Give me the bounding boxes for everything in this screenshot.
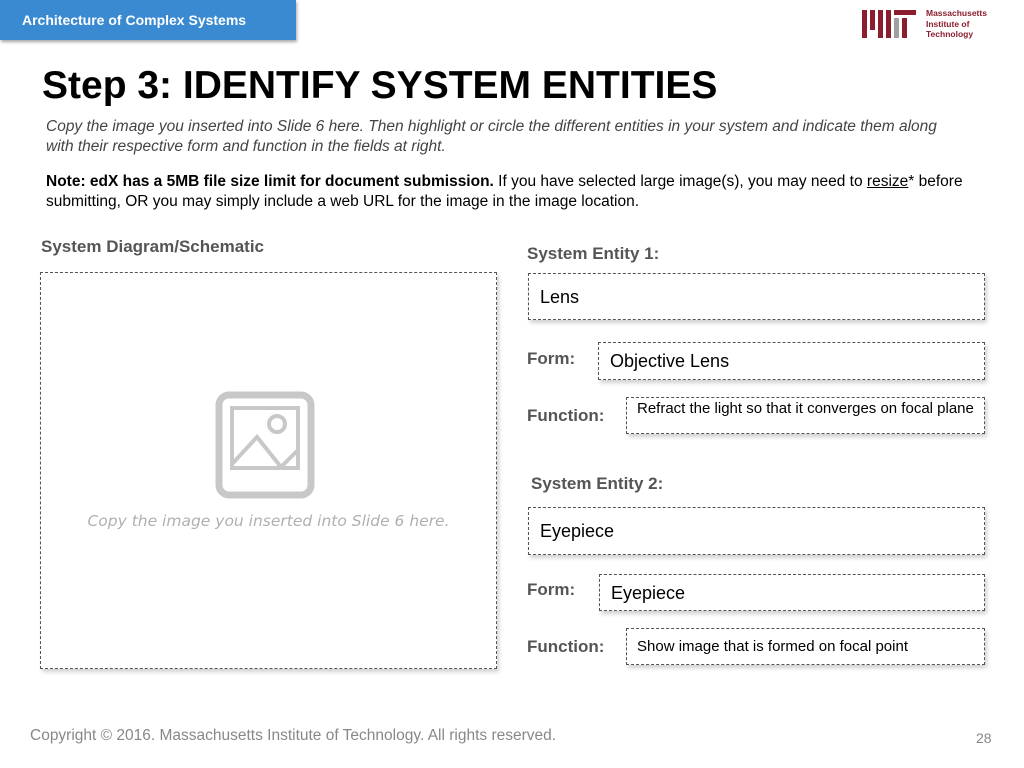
instructions: Copy the image you inserted into Slide 6 here. Then highlight or circle the different entities in your system and indicate them along with their respective form and function in the fields at right. — [46, 118, 937, 155]
logo-line: Institute of — [926, 18, 970, 29]
course-title: Architecture of Complex Systems — [22, 12, 247, 28]
entity-2-form-field[interactable]: Eyepiece — [599, 574, 985, 611]
course-title-tab — [0, 0, 296, 40]
entity-1-name-field[interactable]: Lens — [528, 273, 985, 320]
page-title: Step 3: IDENTIFY SYSTEM ENTITIES — [42, 64, 718, 107]
logo-line: Technology — [926, 29, 974, 39]
entity-1-function-field[interactable]: Refract the light so that it converges on focal plane — [626, 397, 985, 434]
entity-2-function-field[interactable]: Show image that is formed on focal point — [626, 628, 985, 665]
copyright-footer: Copyright © 2016. Massachusetts Institute of Technology. All rights reserved. — [30, 727, 557, 744]
diagram-image-placeholder[interactable] — [40, 272, 497, 669]
resize-link[interactable]: resize — [866, 173, 909, 190]
page-number: 28 — [976, 730, 992, 746]
mit-logo — [862, 8, 1012, 40]
diagram-label: System Diagram/Schematic — [41, 237, 264, 256]
note-text: * before submitting, OR you may simply include a web URL for the image in the image location. — [46, 173, 963, 210]
entity-1-form-label: Form: — [527, 349, 576, 368]
logo-line: Massachusetts — [926, 8, 987, 18]
entity-2-form-label: Form: — [527, 580, 576, 599]
mit-logo-text — [926, 8, 987, 40]
image-icon — [215, 391, 315, 499]
entity-2-heading: System Entity 2: — [531, 474, 664, 493]
placeholder-caption: Copy the image you inserted into Slide 6 here. — [87, 512, 450, 530]
entity-1-heading: System Entity 1: — [527, 244, 660, 263]
note-bold: Note: edX has a 5MB file size limit for document submission. — [46, 173, 494, 190]
entity-1-function-label: Function: — [527, 406, 605, 425]
file-size-note — [46, 172, 986, 212]
entity-2-name-field[interactable]: Eyepiece — [528, 507, 985, 555]
mit-logo-icon — [862, 10, 916, 38]
entity-2-function-label: Function: — [527, 637, 605, 656]
note-text: If you have selected large image(s), you may need to — [493, 173, 867, 190]
entity-1-form-field[interactable]: Objective Lens — [598, 342, 985, 380]
